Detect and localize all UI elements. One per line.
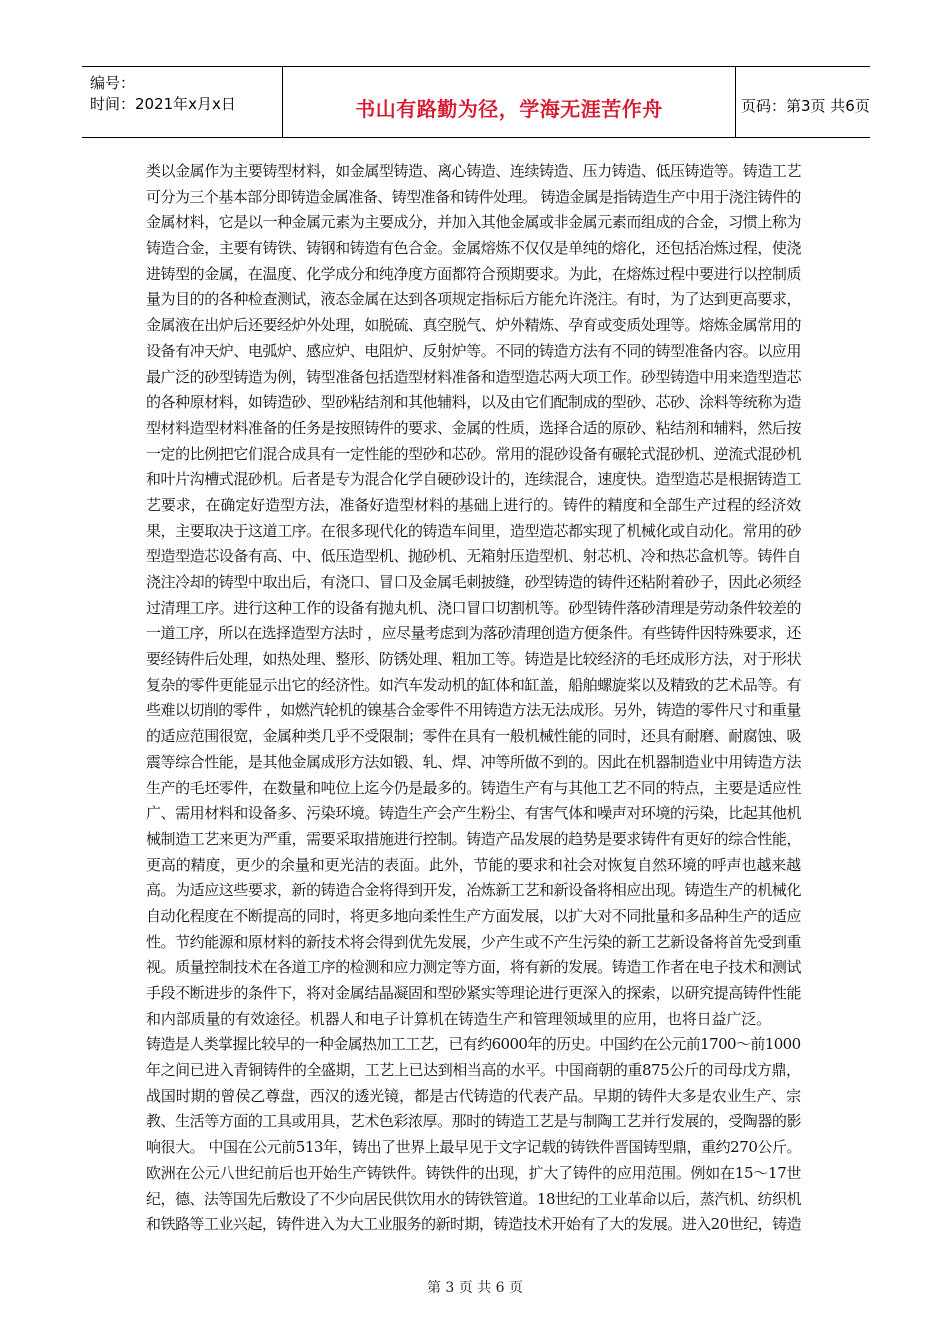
body-line: 一道工序，所以在选择造型方法时 ，应尽量考虑到为落砂清理创造方便条件。有些铸件因特殊要求，还 [146,624,801,643]
body-line: 最广泛的砂型铸造为例，铸型准备包括造型材料准备和造型造芯两大项工作。砂型铸造中用来造型造芯 [146,367,802,386]
body-line: 量为目的的各种检查测试，液态金属在达到各项规定指标后方能允许浇注。有时，为了达到更高要求， [146,290,802,309]
body-line: 型材料造型材料准备的任务是按照铸件的要求、金属的性质，选择合适的原砂、粘结剂和辅料，然后按 [146,418,802,437]
body-line: 生产的毛坯零件，在数量和吨位上迄今仍是最多的。铸造生产有与其他工艺不同的特点，主要是适应性 [146,778,802,797]
body-line: 广、需用材料和设备多、污染环境。铸造生产会产生粉尘、有害气体和噪声对环境的污染，比起其他机 [146,804,802,823]
document-date-label: 时间：2021年x月x日 [90,95,236,113]
body-line: 要经铸件后处理，如热处理、整形、防锈处理、粗加工等。铸造是比较经济的毛坯成形方法，对于形状 [146,650,802,669]
body-line: 自动化程度在不断提高的同时，将更多地向柔性生产方面发展，以扩大对不同批量和多品种生产的适应 [146,906,802,925]
body-line: 果，主要取决于这道工序。在很多现代化的铸造车间里，造型造芯都实现了机械化或自动化。常用的砂 [146,521,802,540]
page-footer: 第 3 页 共 6 页 [426,1280,524,1296]
body-line: 更高的精度，更少的余量和更光洁的表面。此外，节能的要求和社会对恢复自然环境的呼声也越来越 [146,855,802,874]
body-line: 金属材料，它是以一种金属元素为主要成分，并加入其他金属或非金属元素而组成的合金，习惯上称为 [146,213,802,232]
body-line: 战国时期的曾侯乙尊盘，西汉的透光镜，都是古代铸造的代表产品。早期的铸件大多是农业生产、宗 [146,1086,802,1105]
body-line: 性。节约能源和原材料的新技术将会得到优先发展，少产生或不产生污染的新工艺新设备将首先受到重 [146,932,802,951]
body-line: 视。质量控制技术在各道工序的检测和应力测定等方面，将有新的发展。铸造工作者在电子技术和测试 [146,958,802,977]
body-line: 的适应范围很宽，金属种类几乎不受限制；零件在具有一般机械性能的同时，还具有耐磨、耐腐蚀、吸 [146,727,802,746]
body-line: 手段不断进步的条件下，将对金属结晶凝固和型砂紧实等理论进行更深入的探索，以研究提高铸件性能 [146,984,802,1002]
body-line: 响很大。 中国在公元前513年，铸出了世界上最早见于文字记载的铸铁件晋国铸型鼎，重约270公斤。 [146,1138,802,1157]
body-line: 和叶片沟槽式混砂机。后者是专为混合化学自硬砂设计的，连续混合，速度快。造型造芯是根据铸造工 [146,470,802,489]
body-line: 浇注冷却的铸型中取出后，有浇口、冒口及金属毛刺披缝，砂型铸造的铸件还粘附着砂子，因此必须经 [146,573,802,591]
body-line: 的各种原材料，如铸造砂、型砂粘结剂和其他辅料，以及由它们配制成的型砂、芯砂、涂料等统称为造 [146,393,802,412]
body-line: 过清理工序。进行这种工作的设备有抛丸机、浇口冒口切割机等。砂型铸件落砂清理是劳动条件较差的 [146,598,802,617]
body-line: 些难以切削的零件 ，如燃汽轮机的镍基合金零件不用铸造方法无法成形。另外，铸造的零件尺寸和重量 [146,701,801,720]
body-line: 械制造工艺来更为严重，需要采取措施进行控制。铸造产品发展的趋势是要求铸件有更好的综合性能， [146,829,802,848]
body-line: 设备有冲天炉、电弧炉、感应炉、电阻炉、反射炉等。不同的铸造方法有不同的铸型准备内容。以应用 [146,341,802,360]
body-line: 类以金属作为主要铸型材料，如金属型铸造、离心铸造、连续铸造、压力铸造、低压铸造等。铸造工艺 [146,162,802,180]
body-line: 铸造是人类掌握比较早的一种金属热加工工艺，已有约6000年的历史。中国约在公元前1700～前1000 [146,1035,801,1054]
header-motto: 书山有路勤为径，学海无涯苦作舟 [355,97,663,121]
body-line: 铸造合金，主要有铸铁、铸钢和铸造有色合金。金属熔炼不仅仅是单纯的熔化，还包括冶炼过程，使浇 [146,239,802,258]
body-line: 震等综合性能，是其他金属成形方法如锻、轧、焊、冲等所做不到的。因此在机器制造业中用铸造方法 [146,752,802,771]
body-line: 可分为三个基本部分即铸造金属准备、铸型准备和铸件处理。 铸造金属是指铸造生产中用于浇注铸件的 [146,187,801,206]
document-number-label: 编号： [90,74,136,92]
body-line: 进铸型的金属，在温度、化学成分和纯净度方面都符合预期要求。为此，在熔炼过程中要进行以控制质 [146,264,802,283]
body-line: 艺要求，在确定好造型方法，准备好造型材料的基础上进行的。铸件的精度和全部生产过程的经济效 [146,495,802,514]
body-line: 一定的比例把它们混合成具有一定性能的型砂和芯砂。常用的混砂设备有碾轮式混砂机、逆流式混砂机 [146,444,802,463]
body-line: 高。为适应这些要求，新的铸造合金将得到开发，冶炼新工艺和新设备将相应出现。铸造生产的机械化 [146,881,802,900]
body-text [146,159,806,1238]
header-page-cell [735,67,870,137]
header-motto-cell [282,67,736,137]
body-line: 纪，德、法等国先后敷设了不少向居民供饮用水的铸铁管道。18世纪的工业革命以后，蒸汽机、纺织机 [146,1189,802,1208]
body-line: 年之间已进入青铜铸件的全盛期，工艺上已达到相当高的水平。中国商朝的重875公斤的司母戊方鼎， [146,1061,801,1080]
body-line: 复杂的零件更能显示出它的经济性。如汽车发动机的缸体和缸盖，船舶螺旋桨以及精致的艺术品等。有 [146,675,802,694]
page-header [82,66,870,138]
body-line: 和内部质量的有效途径。机器人和电子计算机在铸造生产和管理领域里的应用，也将日益广泛。 [146,1009,772,1028]
header-meta-cell [82,67,282,137]
body-line: 金属液在出炉后还要经炉外处理，如脱硫、真空脱气、炉外精炼、孕育或变质处理等。熔炼金属常用的 [146,316,802,335]
body-line: 和铁路等工业兴起，铸件进入为大工业服务的新时期，铸造技术开始有了大的发展。进入20世纪，铸造 [146,1215,802,1234]
header-page-code: 页码：第3页 共6页 [741,97,870,115]
body-line: 教、生活等方面的工具或用具，艺术色彩浓厚。那时的铸造工艺是与制陶工艺并行发展的，受陶器的影 [146,1112,802,1131]
body-line: 型造型造芯设备有高、中、低压造型机、抛砂机、无箱射压造型机、射芯机、冷和热芯盒机等。铸件自 [146,547,802,566]
body-line: 欧洲在公元八世纪前后也开始生产铸铁件。铸铁件的出现，扩大了铸件的应用范围。例如在15～17世 [146,1163,802,1182]
